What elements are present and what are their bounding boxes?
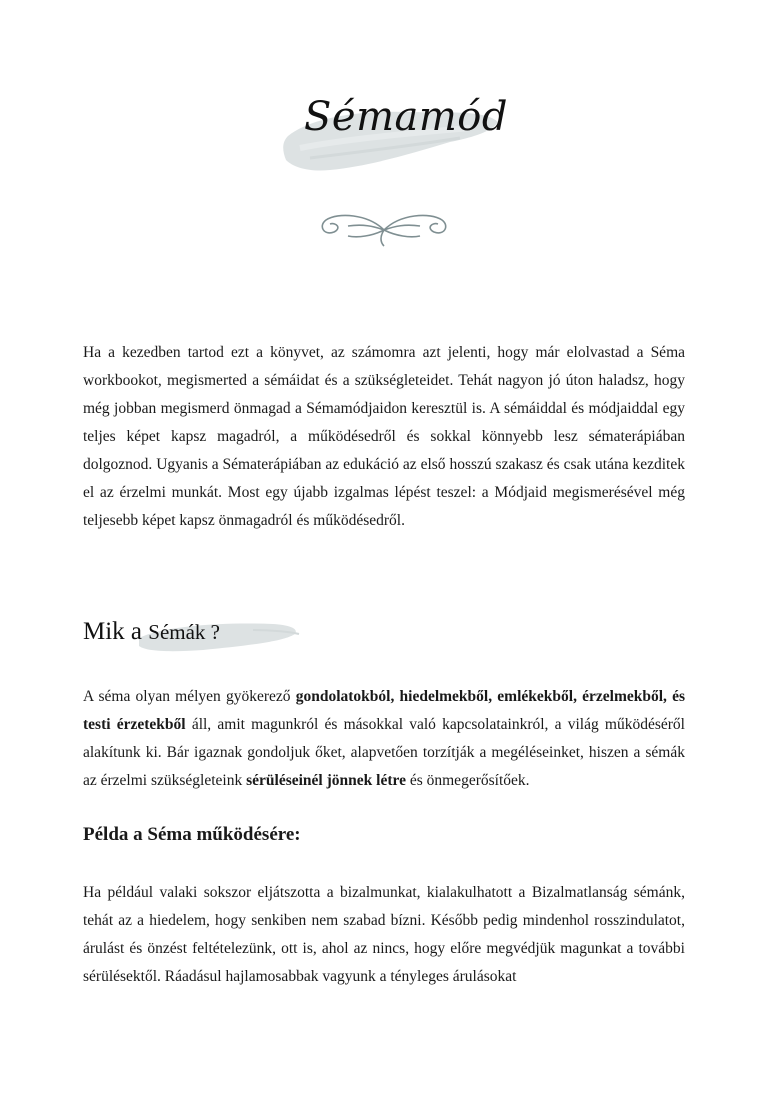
definition-bold-2: sérüléseinél jönnek létre bbox=[246, 772, 406, 789]
page-title: Sémamód bbox=[304, 94, 508, 140]
definition-text-3: és önmegerősítőek. bbox=[405, 772, 530, 789]
title-block bbox=[270, 88, 510, 188]
section-heading-part1: Mik a bbox=[83, 618, 149, 645]
example-heading: Példa a Séma működésére: bbox=[83, 824, 301, 845]
definition-paragraph bbox=[83, 683, 685, 795]
example-paragraph: Ha például valaki sokszor eljátszotta a bizalmunkat, kialakulhatott a Bizalmatlanság sémánk, tehát az a hiedelem, hogy senkiben nem szabad bízni. Később pedig mindenhol rosszindulatot, árulást és önzést feltételezünk, ott is, ahol az nincs, hogy előre megvédjük magunkat a további sérülésektől. Ráadásul hajlamosabbak vagyunk a tényleges árulásokat bbox=[83, 884, 685, 985]
definition-bold-1: gondolatokból, hiedelmekből, emlékekből, érzelmekből, és testi érzetekből bbox=[83, 688, 686, 733]
section-heading-part2: Sémák ? bbox=[148, 620, 221, 644]
flourish-ornament-icon bbox=[318, 206, 450, 250]
section-heading-block bbox=[83, 614, 313, 658]
definition-text-1: A séma olyan mélyen gyökerező bbox=[83, 688, 296, 705]
definition-text-2: áll, amit magunkról és másokkal való kapcsolatainkról, a világ működéséről alakítunk ki. Bár igaznak gondoljuk őket, alapvetően torzítják a megéléseinket, hiszen a sémák az érzelmi szükségleteink bbox=[83, 716, 685, 789]
section-heading bbox=[83, 618, 220, 646]
intro-paragraph: Ha a kezedben tartod ezt a könyvet, az számomra azt jelenti, hogy már elolvastad a Séma workbookot, megismerted a sémáidat és a szükségleteidet. Tehát nagyon jó úton haladsz, hogy még jobban megismerd önmagad a Sémamódjaidon keresztül is. A sémáiddal és módjaiddal egy teljes képet kapsz magadról, a működésedről és sokkal könnyebb lesz sématerápiában dolgoznod. Ugyanis a Sématerápiában az edukáció az első hosszú szakasz és csak utána kezditek el az érzelmi munkát. Most egy újabb izgalmas lépést teszel: a Módjaid megismerésével még teljesebb képet kapsz önmagadról és működésedről. bbox=[83, 344, 685, 529]
